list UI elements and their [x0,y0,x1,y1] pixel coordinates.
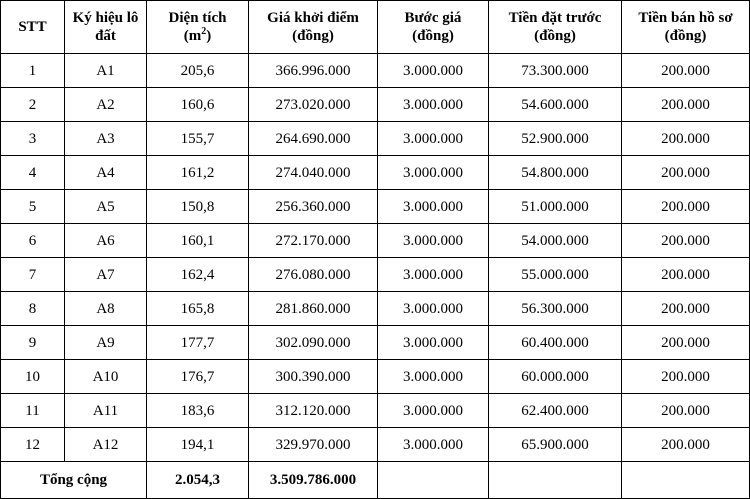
cell-area: 205,6 [147,54,249,88]
cell-lot-code: A12 [65,428,147,462]
cell-area: 194,1 [147,428,249,462]
cell-price-step: 3.000.000 [378,122,489,156]
total-label: Tổng cộng [1,462,147,499]
cell-area: 160,1 [147,224,249,258]
table-row [1,326,750,360]
total-row [1,462,750,499]
cell-deposit: 62.400.000 [489,394,622,428]
cell-area: 160,6 [147,88,249,122]
cell-price-step: 3.000.000 [378,292,489,326]
header-lot-code: Ký hiệu lô đất [65,1,147,54]
cell-dossier-fee: 200.000 [622,326,750,360]
header-dossier-fee: Tiền bán hồ sơ (đồng) [622,1,750,54]
cell-stt: 5 [1,190,65,224]
cell-starting-price: 300.390.000 [249,360,378,394]
cell-stt: 8 [1,292,65,326]
cell-stt: 3 [1,122,65,156]
cell-starting-price: 274.040.000 [249,156,378,190]
cell-area: 150,8 [147,190,249,224]
cell-starting-price: 272.170.000 [249,224,378,258]
header-stt: STT [1,1,65,54]
cell-deposit: 55.000.000 [489,258,622,292]
cell-stt: 10 [1,360,65,394]
cell-starting-price: 312.120.000 [249,394,378,428]
cell-area: 165,8 [147,292,249,326]
cell-dossier-fee: 200.000 [622,122,750,156]
cell-deposit: 54.800.000 [489,156,622,190]
table-footer [1,462,750,499]
cell-price-step: 3.000.000 [378,54,489,88]
cell-stt: 12 [1,428,65,462]
cell-stt: 7 [1,258,65,292]
table-row [1,428,750,462]
cell-deposit: 51.000.000 [489,190,622,224]
header-starting-price: Giá khởi điểm (đồng) [249,1,378,54]
cell-dossier-fee: 200.000 [622,360,750,394]
cell-stt: 6 [1,224,65,258]
cell-lot-code: A11 [65,394,147,428]
cell-lot-code: A9 [65,326,147,360]
cell-area: 155,7 [147,122,249,156]
cell-price-step: 3.000.000 [378,190,489,224]
cell-price-step: 3.000.000 [378,428,489,462]
cell-lot-code: A6 [65,224,147,258]
cell-dossier-fee: 200.000 [622,258,750,292]
cell-deposit: 52.900.000 [489,122,622,156]
total-area: 2.054,3 [147,462,249,499]
cell-deposit: 54.000.000 [489,224,622,258]
cell-starting-price: 281.860.000 [249,292,378,326]
cell-lot-code: A4 [65,156,147,190]
cell-stt: 2 [1,88,65,122]
table-row [1,190,750,224]
cell-lot-code: A3 [65,122,147,156]
cell-price-step: 3.000.000 [378,326,489,360]
cell-dossier-fee: 200.000 [622,156,750,190]
cell-deposit: 73.300.000 [489,54,622,88]
cell-starting-price: 264.690.000 [249,122,378,156]
cell-lot-code: A2 [65,88,147,122]
table-row [1,224,750,258]
cell-deposit: 54.600.000 [489,88,622,122]
table-row [1,54,750,88]
cell-price-step: 3.000.000 [378,258,489,292]
cell-lot-code: A7 [65,258,147,292]
total-price: 3.509.786.000 [249,462,378,499]
cell-dossier-fee: 200.000 [622,428,750,462]
cell-stt: 1 [1,54,65,88]
cell-price-step: 3.000.000 [378,394,489,428]
cell-lot-code: A1 [65,54,147,88]
cell-area: 161,2 [147,156,249,190]
table-row [1,360,750,394]
cell-starting-price: 273.020.000 [249,88,378,122]
cell-stt: 4 [1,156,65,190]
cell-stt: 11 [1,394,65,428]
cell-dossier-fee: 200.000 [622,88,750,122]
header-row [1,1,750,54]
cell-price-step: 3.000.000 [378,224,489,258]
table-header [1,1,750,54]
cell-starting-price: 302.090.000 [249,326,378,360]
cell-starting-price: 276.080.000 [249,258,378,292]
cell-deposit: 65.900.000 [489,428,622,462]
total-empty-cell [489,462,622,499]
cell-dossier-fee: 200.000 [622,394,750,428]
cell-lot-code: A8 [65,292,147,326]
cell-price-step: 3.000.000 [378,156,489,190]
cell-lot-code: A5 [65,190,147,224]
cell-dossier-fee: 200.000 [622,292,750,326]
cell-deposit: 56.300.000 [489,292,622,326]
header-deposit: Tiền đặt trước (đồng) [489,1,622,54]
total-empty-cell [622,462,750,499]
header-price-step: Bước giá (đồng) [378,1,489,54]
cell-area: 176,7 [147,360,249,394]
cell-price-step: 3.000.000 [378,360,489,394]
table-row [1,156,750,190]
total-empty-cell [378,462,489,499]
cell-starting-price: 256.360.000 [249,190,378,224]
cell-dossier-fee: 200.000 [622,190,750,224]
cell-deposit: 60.000.000 [489,360,622,394]
table-row [1,122,750,156]
cell-lot-code: A10 [65,360,147,394]
cell-starting-price: 329.970.000 [249,428,378,462]
cell-area: 183,6 [147,394,249,428]
cell-deposit: 60.400.000 [489,326,622,360]
cell-starting-price: 366.996.000 [249,54,378,88]
cell-area: 177,7 [147,326,249,360]
table-row [1,258,750,292]
cell-dossier-fee: 200.000 [622,54,750,88]
table-body [1,54,750,462]
cell-stt: 9 [1,326,65,360]
header-area: Diện tích $(m^2)$ [147,1,249,54]
cell-dossier-fee: 200.000 [622,224,750,258]
table-row [1,88,750,122]
cell-area: 162,4 [147,258,249,292]
table-row [1,394,750,428]
cell-price-step: 3.000.000 [378,88,489,122]
table-row [1,292,750,326]
